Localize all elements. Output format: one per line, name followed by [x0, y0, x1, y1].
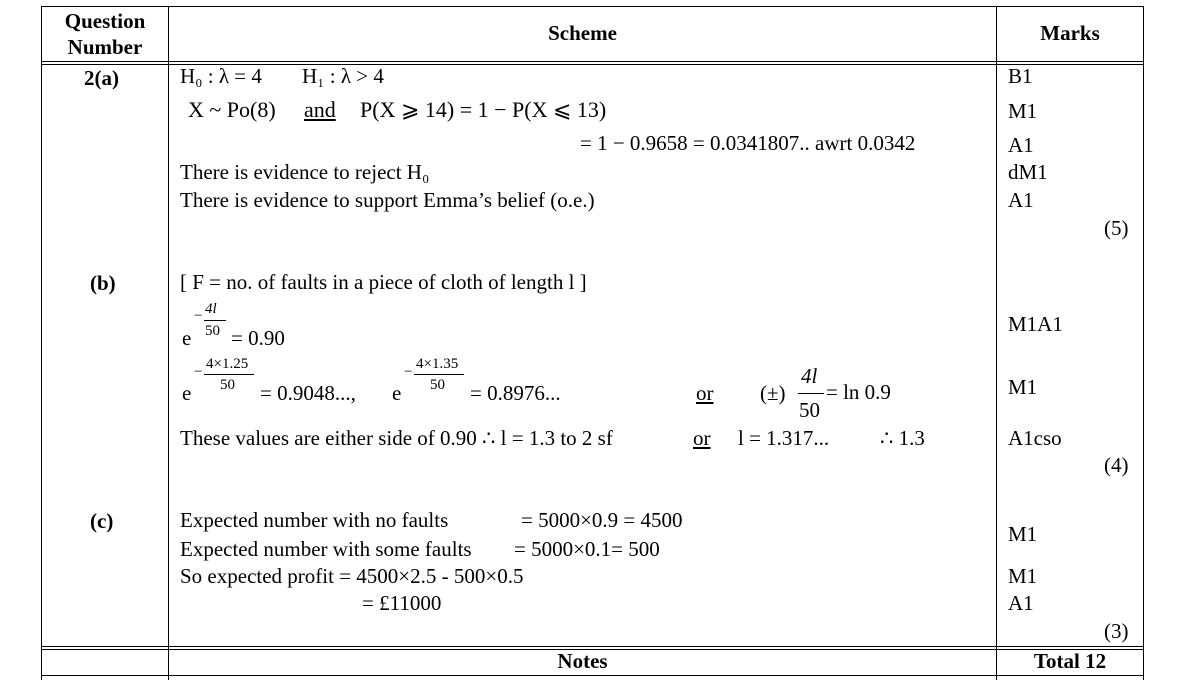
header-question-line1: Question [64, 9, 146, 33]
part-b-either-side: These values are either side of 0.90 ∴ l = 1.3 to 2 sf [180, 426, 613, 450]
part-b-exp2-num: 4×1.25 [206, 356, 249, 372]
footer-notes: Notes [557, 649, 608, 673]
part-c-no-faults-label: Expected number with no faults [180, 508, 449, 532]
part-b-exp3-bar [414, 374, 464, 375]
header-scheme: Scheme [548, 21, 617, 45]
part-b-mark-3: A1cso [1008, 426, 1062, 450]
right-border [1143, 6, 1144, 680]
part-b-eq2: = 0.9048..., [260, 381, 356, 405]
part-b-e1: e [182, 326, 192, 350]
part-b-label: (b) [90, 271, 116, 295]
part-b-eq1: = 0.90 [231, 326, 285, 350]
top-border [41, 6, 1144, 7]
part-b-frac-den: 50 [799, 398, 820, 422]
part-a-h0: H₀ : λ = 4 [180, 64, 262, 88]
part-b-or-2: or [693, 426, 711, 450]
part-a-distribution: X ~ Po(8) [188, 97, 276, 122]
part-b-mark-1: M1A1 [1008, 312, 1063, 336]
part-b-frac-num: 4l [801, 364, 818, 388]
header-marks: Marks [1040, 21, 1100, 45]
part-a-label: 2(a) [84, 66, 119, 90]
part-b-exp3-num: 4×1.35 [416, 356, 459, 372]
part-a-mark-5: A1 [1008, 188, 1034, 212]
part-b-or-1: or [696, 381, 714, 405]
part-b-exp1-num: 4l [205, 301, 217, 317]
part-a-mark-3: A1 [1008, 133, 1034, 157]
part-a-mark-1: B1 [1008, 64, 1033, 88]
part-b-minus-3: − [404, 364, 413, 380]
part-a-h1: H₁ : λ > 4 [302, 64, 384, 88]
part-c-profit: So expected profit = 4500×2.5 - 500×0.5 [180, 564, 524, 588]
part-c-total: (3) [1104, 619, 1129, 643]
part-b-answer: ∴ 1.3 [880, 426, 925, 450]
part-a-mark-4: dM1 [1008, 160, 1048, 184]
part-b-exp2-bar [204, 374, 254, 375]
bottom-border [41, 675, 1144, 676]
part-c-mark-1: M1 [1008, 522, 1038, 546]
col-divider-1 [168, 6, 169, 680]
part-b-exp1-den: 50 [205, 323, 220, 339]
part-c-mark-2: M1 [1008, 564, 1038, 588]
part-c-some-faults-label: Expected number with some faults [180, 537, 472, 561]
part-b-minus-1: − [194, 308, 203, 324]
part-b-exp1-bar [204, 320, 226, 321]
part-a-mark-2: M1 [1008, 99, 1038, 123]
footer-divider [41, 646, 1144, 647]
part-c-no-faults-calc: = 5000×0.9 = 4500 [521, 508, 683, 532]
part-b-frac-bar [798, 393, 824, 394]
part-b-eq4: = ln 0.9 [826, 380, 891, 404]
part-b-e2: e [182, 381, 192, 405]
left-border [41, 6, 42, 680]
part-a-probability: P(X ⩾ 14) = 1 − P(X ⩽ 13) [360, 97, 607, 122]
part-c-some-faults-calc: = 5000×0.1= 500 [514, 537, 660, 561]
header-question [42, 8, 168, 60]
header-question-line2: Number [67, 35, 143, 59]
part-b-e3: e [392, 381, 402, 405]
part-a-total: (5) [1104, 216, 1129, 240]
part-b-exp2-den: 50 [220, 377, 235, 393]
part-a-reject: There is evidence to reject H₀ [180, 160, 430, 184]
part-a-result: = 1 − 0.9658 = 0.0341807.. awrt 0.0342 [580, 131, 916, 155]
part-c-label: (c) [90, 509, 114, 533]
part-c-answer: = £11000 [362, 591, 442, 615]
part-b-l-value: l = 1.317... [738, 426, 830, 450]
part-b-exp3-den: 50 [430, 377, 445, 393]
part-b-pm: (±) [760, 381, 786, 405]
footer-total: Total 12 [1033, 649, 1107, 673]
part-b-definition: [ F = no. of faults in a piece of cloth of length l ] [180, 270, 587, 294]
part-b-minus-2: − [194, 364, 203, 380]
part-b-mark-2: M1 [1008, 375, 1038, 399]
part-b-eq3: = 0.8976... [470, 381, 561, 405]
header-divider [41, 61, 1144, 62]
part-a-and: and [304, 97, 336, 122]
part-a-conclusion: There is evidence to support Emma’s belief (o.e.) [180, 188, 595, 212]
part-c-mark-3: A1 [1008, 591, 1034, 615]
col-divider-2 [996, 6, 997, 680]
part-b-total: (4) [1104, 453, 1129, 477]
